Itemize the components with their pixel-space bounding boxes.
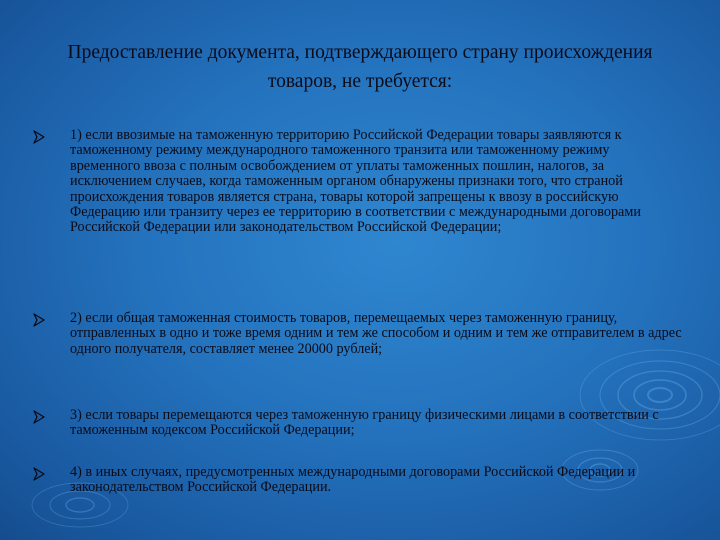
list-item-text: 1) если ввозимые на таможенную территорию Российской Федерации товары заявляются к таможенному режиму международного таможенного транзита или таможенному режиму временного ввоза с полным освобождением от уплаты таможенных пошлин, налогов, за исключением случаев, когда таможенным органом обнаружены признаки того, что страной происхождения товаров является страна, товары которой запрещены к ввозу в российскую Федерацию или транзиту через ее территорию в соответствии с международными договорами Российской Федерации или законодательством Российской Федерации; [70,127,641,236]
list-item-text: 2) если общая таможенная стоимость товаров, перемещаемых через таможенную границу, отправленных в одно и тоже время одним и тем же способом и одним и тем же отправителем в адрес одного получателя, составляет менее 20000 рублей; [70,310,682,357]
slide-title: Предоставление документа, подтверждающего страну происхождения товаров, не требуется: [67,42,653,92]
list-item-text: 3) если товары перемещаются через таможенную границу физическими лицами в соответствии с таможенным кодексом Российской Федерации; [70,407,659,439]
arrow-bullet-icon [32,313,46,327]
arrow-bullet-icon [32,410,46,424]
arrow-bullet-icon [32,467,46,481]
list-item-text: 4) в иных случаях, предусмотренных международными договорами Российской Федерации и законодательством Российской Федерации. [70,464,636,496]
arrow-bullet-icon [32,130,46,144]
